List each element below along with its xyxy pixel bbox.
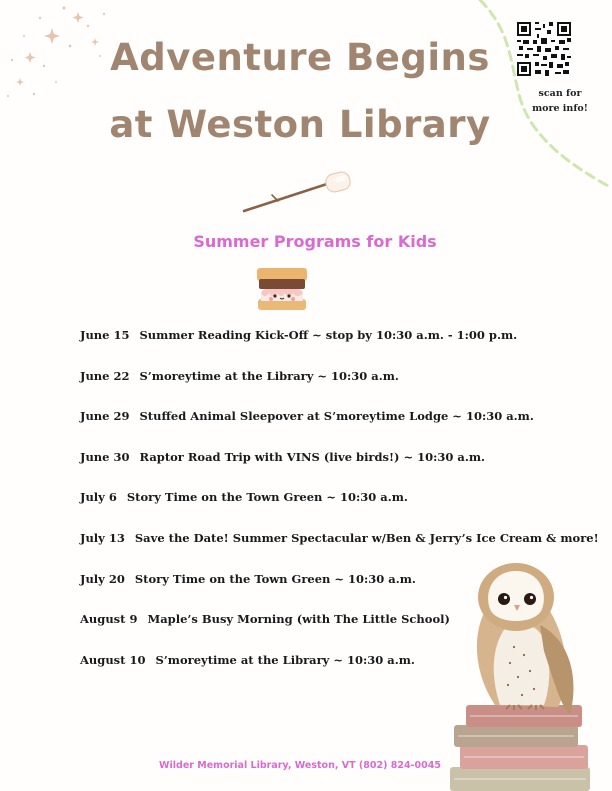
event-description: Summer Reading Kick-Off ~ stop by 10:30 a.m. - 1:00 p.m. <box>139 328 518 342</box>
event-item <box>80 450 600 491</box>
event-description: S’moreytime at the Library ~ 10:30 a.m. <box>155 652 415 667</box>
owl-on-books-icon <box>440 555 612 791</box>
qr-code-icon[interactable] <box>517 22 571 76</box>
event-item <box>80 409 600 450</box>
footer-contact: Wilder Memorial Library, Weston, VT (802) 824-0045 <box>159 760 441 771</box>
subtitle: Summer Programs for Kids <box>193 232 437 251</box>
event-date: August 9 <box>80 612 138 627</box>
title-line-2: at Weston Library <box>109 103 491 146</box>
marshmallow-stick-icon <box>238 165 358 217</box>
qr-caption <box>520 86 600 116</box>
event-description: Raptor Road Trip with VINS (live birds!) ~ 10:30 a.m. <box>139 449 486 464</box>
event-item <box>80 490 600 531</box>
event-date: June 29 <box>80 409 130 424</box>
event-description: Stuffed Animal Sleepover at S’moreytime Lodge ~ 10:30 a.m. <box>139 409 534 424</box>
event-date: July 13 <box>80 530 125 545</box>
event-date: June 15 <box>80 328 130 342</box>
event-description: S’moreytime at the Library ~ 10:30 a.m. <box>139 368 399 383</box>
event-date: August 10 <box>80 652 146 667</box>
event-description: Save the Date! Summer Spectacular w/Ben & Jerry’s Ice Cream & more! <box>134 530 599 545</box>
smore-icon <box>253 263 311 313</box>
event-date: July 20 <box>80 571 125 586</box>
event-description: Story Time on the Town Green ~ 10:30 a.m. <box>134 571 416 586</box>
qr-caption-line-1: scan for <box>538 88 582 99</box>
event-description: Maple’s Busy Morning (with The Little School) <box>147 612 450 627</box>
event-description: Story Time on the Town Green ~ 10:30 a.m. <box>126 490 408 505</box>
event-item <box>80 328 600 369</box>
title-line-1: Adventure Begins <box>110 36 490 79</box>
qr-caption-line-2: more info! <box>532 103 588 114</box>
event-item <box>80 369 600 410</box>
event-date: July 6 <box>80 490 117 505</box>
event-date: June 22 <box>80 368 130 383</box>
event-date: June 30 <box>80 449 130 464</box>
